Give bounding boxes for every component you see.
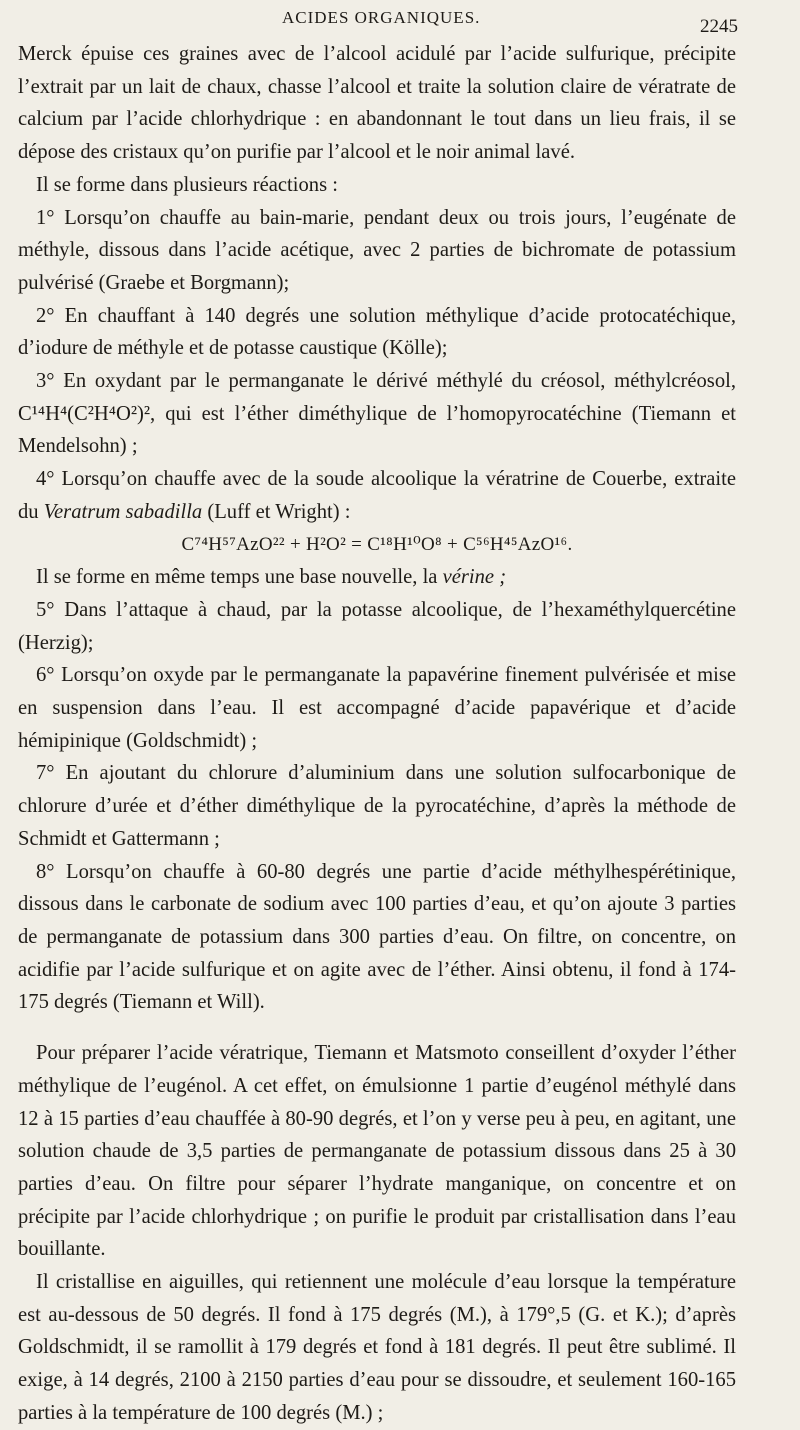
- page-header: [0, 4, 800, 38]
- body-text: [18, 38, 736, 1430]
- paragraph: 6° Lorsqu’on oxyde par le permanganate la papavérine finement pulvérisée et mise en suspension dans l’eau. Il est accompagné d’acide papavérique et d’acide hémipinique (Goldschmidt) ;: [18, 664, 736, 752]
- paragraph: [18, 463, 736, 528]
- page-number: 2245: [700, 16, 738, 37]
- paragraph: Il se forme dans plusieurs réactions :: [36, 173, 338, 196]
- running-title: ACIDES ORGANIQUES.: [282, 8, 481, 27]
- text-run: Il se forme en même temps une base nouvelle, la: [36, 566, 443, 589]
- italic-term: Veratrum sabadilla: [43, 500, 203, 523]
- italic-term: vérine ;: [442, 566, 507, 589]
- paragraph: Il cristallise en aiguilles, qui retiennent une molécule d’eau lorsque la température est au-dessous de 50 degrés. Il fond à 175 degrés (M.), à 179°,5 (G. et K.); d’après Goldschmidt, il se ramollit à 179 degrés et fond à 181 degrés. Il peut être sublimé. Il exige, à 14 degrés, 2100 à 2150 parties d’eau pour se dissoudre, et seulement 160-165 parties à la température de 100 degrés (M.) ;: [18, 1271, 736, 1424]
- paragraph: Pour préparer l’acide vératrique, Tiemann et Matsmoto conseillent d’oxyder l’éther méthylique de l’eugénol. A cet effet, on émulsionne 1 partie d’eugénol méthylé dans 12 à 15 parties d’eau chauffée à 80-90 degrés, et l’on y verse peu à peu, en agitant, une solution chaude de 3,5 parties de permanganate de potassium dissous dans 25 à 30 parties d’eau. On filtre pour séparer l’hydrate manganique, on concentre et on précipite par l’acide chlorhydrique ; on purifie le produit par cristallisation dans l’eau bouillante.: [18, 1042, 736, 1261]
- paragraph: 3° En oxydant par le permanganate le dérivé méthylé du créosol, méthylcréosol, C¹⁴H⁴(C²H⁴O²)², qui est l’éther diméthylique de l’homopyrocatéchine (Tiemann et Mendelsohn) ;: [18, 370, 736, 458]
- text-run: (Luff et Wright) :: [202, 500, 351, 523]
- text-run: 4° Lorsqu’on chauffe avec de la soude alcoolique la vératrine de Couerbe, extraite du: [18, 468, 736, 523]
- paragraph: 2° En chauffant à 140 degrés une solution méthylique d’acide protocatéchique, d’iodure de méthyle et de potasse caustique (Kölle);: [18, 304, 736, 360]
- paragraph: Merck épuise ces graines avec de l’alcool acidulé par l’acide sulfurique, précipite l’extrait par un lait de chaux, chasse l’alcool et traite la solution claire de vératrate de calcium par l’acide chlorhydrique : en abandonnant le tout dans un lieu frais, il se dépose des cristaux qu’on purifie par l’alcool et le noir animal lavé.: [18, 43, 736, 164]
- paragraph: [18, 561, 736, 594]
- paragraph: 7° En ajoutant du chlorure d’aluminium dans une solution sulfocarbonique de chlorure d’urée et d’éther diméthylique de la pyrocatéchine, d’après la méthode de Schmidt et Gattermann ;: [18, 762, 736, 850]
- paragraph: 8° Lorsqu’on chauffe à 60-80 degrés une partie d’acide méthylhespérétinique, dissous dans le carbonate de sodium avec 100 parties d’eau, et qu’on ajoute 3 parties de permanganate de potassium dans 300 parties d’eau. On filtre, on concentre, on acidifie par l’acide sulfurique et on agite avec de l’éther. Ainsi obtenu, il fond à 174-175 degrés (Tiemann et Will).: [18, 860, 736, 1014]
- paragraph: 5° Dans l’attaque à chaud, par la potasse alcoolique, de l’hexaméthylquercétine (Herzig);: [18, 598, 736, 654]
- paragraph: 1° Lorsqu’on chauffe au bain-marie, pendant deux ou trois jours, l’eugénate de méthyle, dissous dans l’acide acétique, avec 2 parties de bichromate de potassium pulvérisé (Graebe et Borgmann);: [18, 206, 736, 294]
- chemical-equation: C⁷⁴H⁵⁷AzO²² + H²O² = C¹⁸H¹⁰O⁸ + C⁵⁶H⁴⁵AzO¹⁶.: [181, 533, 573, 555]
- paragraph-gap: [18, 1019, 736, 1037]
